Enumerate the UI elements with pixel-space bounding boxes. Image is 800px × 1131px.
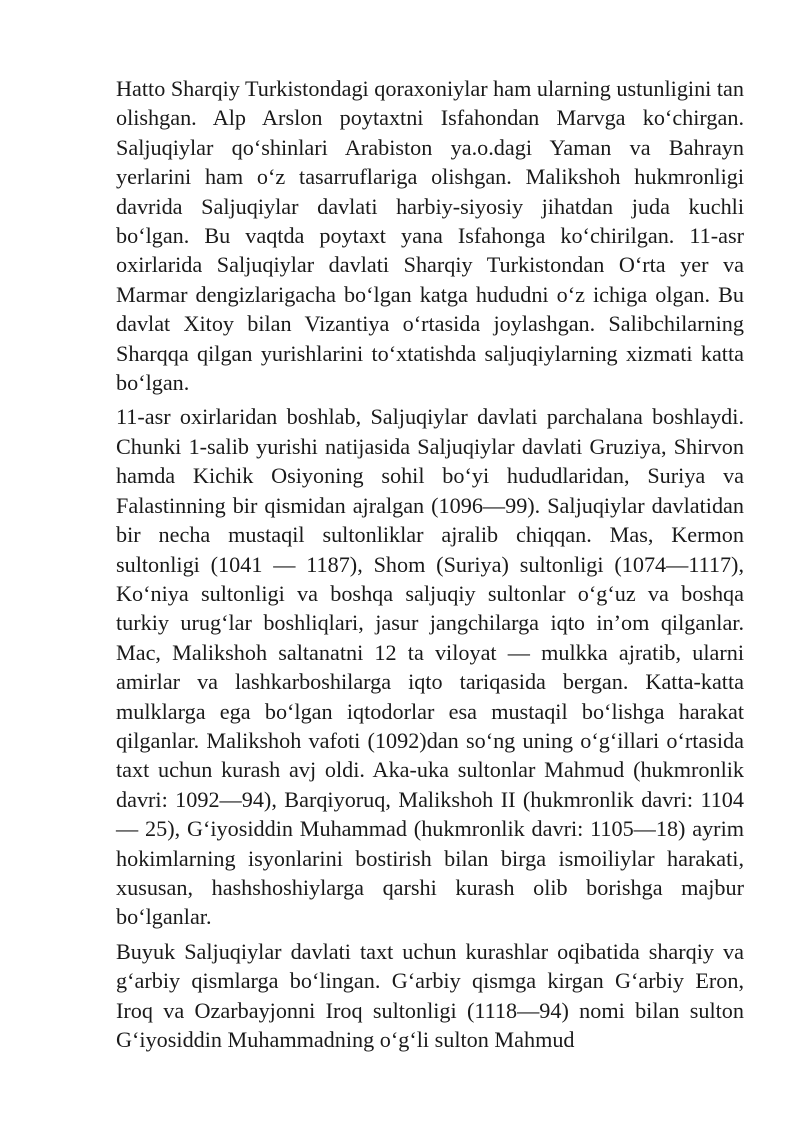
paragraph-3: Buyuk Saljuqiylar davlati taxt uchun kurashlar oqibatida sharqiy va g‘arbiy qismlarga bo‘lingan. G‘arbiy qismga kirgan G‘arbiy Eron, Iroq va Ozarbayjonni Iroq sultonligi (1118—94) nomi bilan sulton G‘iyosiddin Muhammadning o‘g‘li sulton Mahmud — [116, 938, 744, 1052]
paragraph-2: 11-asr oxirlaridan boshlab, Saljuqiylar davlati parchalana boshlaydi. Chunki 1-salib yurishi natijasida Saljuqiylar davlati Gruziya, Shirvon hamda Kichik Osiyoning sohil bo‘yi hududlaridan, Suriya va Falastinning bir qismidan ajralgan (1096—99). Saljuqiylar davlatidan bir necha mustaqil sultonliklar ajralib chiqqan. Mas, Kermon sultonligi (1041 — 1187), Shom (Suriya) sultonligi (1074—1117), Ko‘niya sultonligi va boshqa saljuqiy sultonlar o‘g‘uz va boshqa turkiy urug‘lar boshliqlari, jasur jangchilarga iqto in’om qilganlar. Mac, Malikshoh saltanatni 12 ta viloyat — mulkka ajratib, ularni amirlar va lashkarboshilarga iqto tariqasida bergan. Katta-katta mulklarga ega bo‘lgan iqtodorlar esa mustaqil bo‘lishga harakat qilganlar. Malikshoh vafoti (1092)dan so‘ng uning o‘g‘illari o‘rtasida taxt uchun kurash avj oldi. Aka-uka sultonlar Mahmud (hukmronlik davri: 1092—94), Barqiyoruq, Malikshoh II (hukmronlik davri: 1104— 25), G‘iyosiddin Muhammad (hukmronlik davri: 1105—18) ayrim hokimlarning isyonlarini bostirish bilan birga ismoiliylar harakati, xususan, hashshoshiylarga qarshi kurash olib borishga majbur bo‘lganlar. — [116, 404, 744, 930]
paragraph-1: Hatto Sharqiy Turkistondagi qoraxoniylar ham ularning ustunligini tan olishgan. Alp Arslon poytaxtni Isfahondan Marvga ko‘chirgan. Saljuqiylar qo‘shinlari Arabiston ya.o.dagi Yaman va Bahrayn yerlarini ham o‘z tasarruflariga olishgan. Malikshoh hukmronligi davrida Saljuqiylar davlati harbiy-siyosiy jihatdan juda kuchli bo‘lgan. Bu vaqtda poytaxt yana Isfahonga ko‘chirilgan. 11-asr oxirlarida Saljuqiylar davlati Sharqiy Turkistondan O‘rta yer va Marmar dengizlarigacha bo‘lgan katga hududni o‘z ichiga olgan. Bu davlat Xitoy bilan Vizantiya o‘rtasida joylashgan. Salibchilarning Sharqqa qilgan yurishlarini to‘xtatishda saljuqiylarning xizmati katta bo‘lgan. — [116, 76, 744, 396]
document-page — [116, 74, 744, 1054]
